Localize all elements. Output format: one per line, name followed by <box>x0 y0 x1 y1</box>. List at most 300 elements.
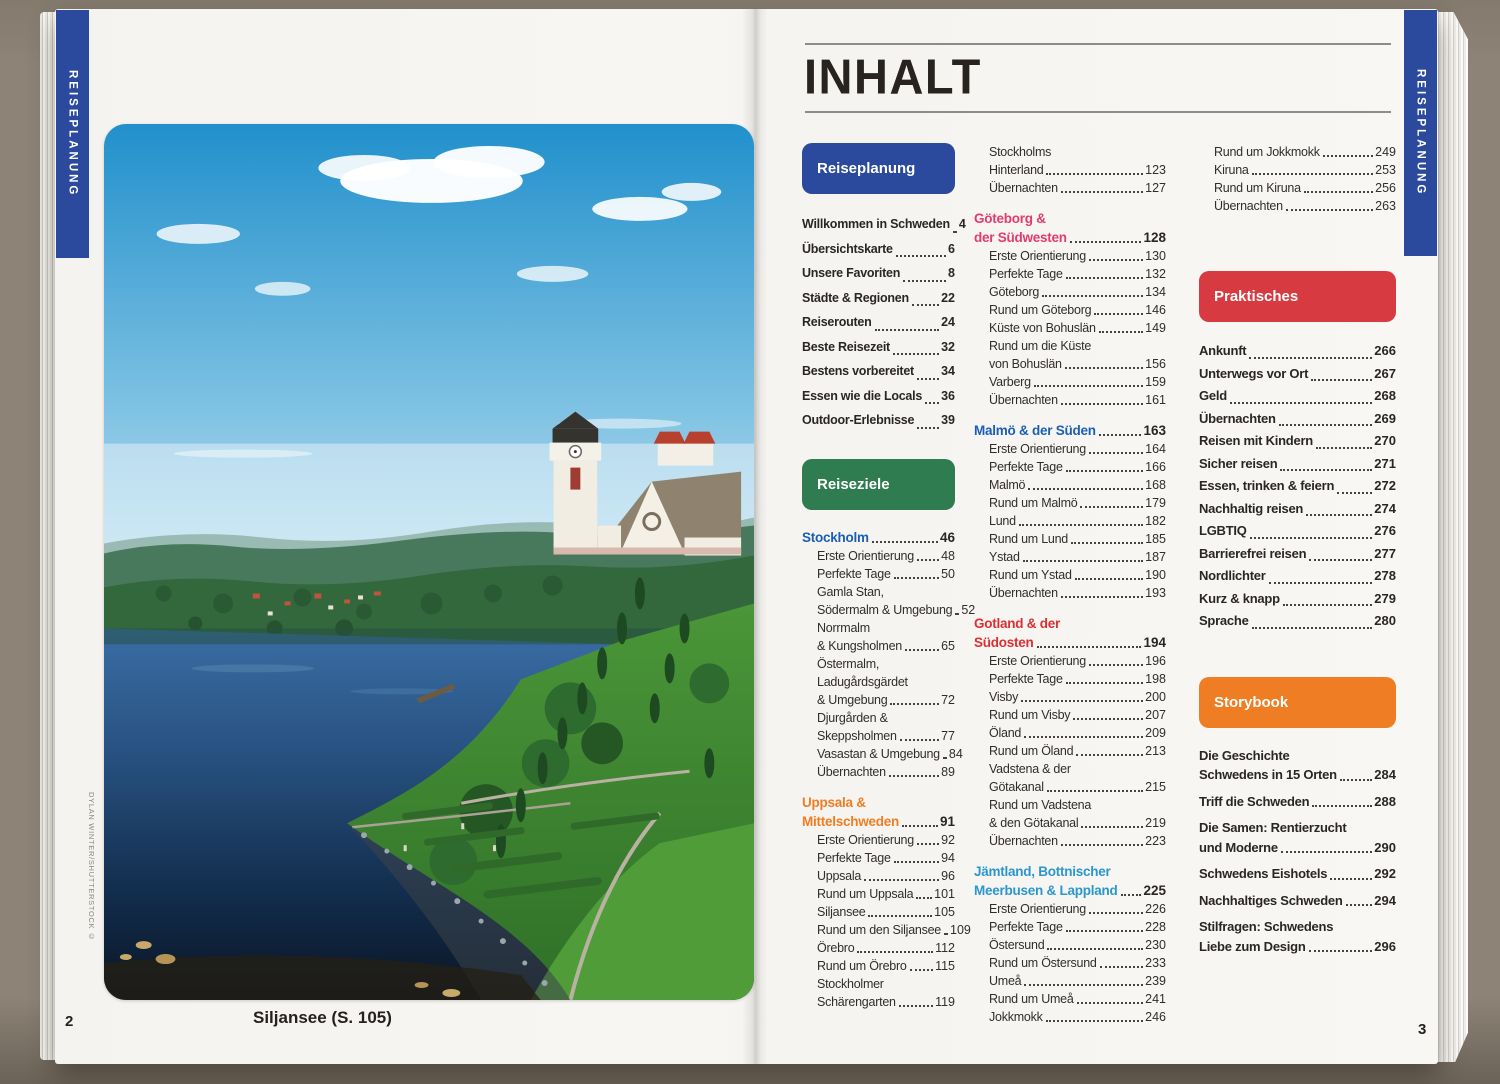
toc-entry-label: Übersichtskarte <box>802 241 893 256</box>
toc-entry <box>802 261 955 286</box>
toc-entry-label: Südosten <box>974 635 1034 650</box>
dotted-leader <box>1306 514 1372 516</box>
toc-page-number: 290 <box>1374 839 1396 855</box>
toc-entry-label: Übernachten <box>1214 199 1283 213</box>
dotted-leader <box>1028 488 1143 490</box>
toc-entry <box>989 760 1166 796</box>
toc-entry-label: Barrierefrei reisen <box>1199 545 1307 561</box>
toc-page-number: 105 <box>934 904 955 919</box>
dotted-leader <box>1094 313 1143 315</box>
toc-page-number: 223 <box>1145 834 1166 848</box>
siljansee-photo <box>104 124 754 1000</box>
toc-entry-label: Sicher reisen <box>1199 455 1278 471</box>
toc-entry <box>989 972 1166 990</box>
toc-section-items <box>974 652 1166 850</box>
toc-page-number: 246 <box>1145 1010 1166 1024</box>
toc-entry <box>1199 453 1396 476</box>
dotted-leader <box>868 915 932 917</box>
toc-page-number: 39 <box>941 413 955 427</box>
toc-entry <box>989 990 1166 1008</box>
toc-page-number: 194 <box>1143 635 1166 650</box>
dotted-leader <box>893 353 939 355</box>
toc-entry-label: Uppsala & <box>802 794 866 810</box>
toc-entry-label: Perfekte Tage <box>989 460 1063 474</box>
dotted-leader <box>1312 805 1372 807</box>
toc-entry <box>989 337 1166 373</box>
toc-entry-label: Skeppsholmen <box>817 728 897 743</box>
dotted-leader <box>1073 718 1143 720</box>
toc-page-number: 200 <box>1145 690 1166 704</box>
toc-entry <box>989 247 1166 265</box>
dotted-leader <box>1099 331 1143 333</box>
toc-page-number: 89 <box>941 764 955 779</box>
toc-page-number: 292 <box>1374 866 1396 881</box>
toc-entry-label: Übernachten <box>989 181 1058 195</box>
toc-entry-label: Übernachten <box>817 764 886 779</box>
toc-page-number: 168 <box>1145 478 1166 492</box>
dotted-leader <box>1323 155 1373 157</box>
toc-entry-label: und Moderne <box>1199 839 1278 855</box>
toc-entry-label: Essen, trinken & feiern <box>1199 478 1335 493</box>
dotted-leader <box>1061 596 1143 598</box>
header-rule-bottom <box>805 111 1391 113</box>
toc-page-number: 149 <box>1145 321 1166 335</box>
toc-entry-label: Erste Orientierung <box>817 548 914 563</box>
dotted-leader <box>899 1005 933 1007</box>
toc-entry-label: Perfekte Tage <box>989 672 1063 686</box>
toc-entry-label: Visby <box>989 690 1019 704</box>
toc-page-number: 166 <box>1145 460 1166 474</box>
toc-entry <box>989 918 1166 936</box>
toc-page-number: 52 <box>961 602 976 617</box>
toc-entry <box>1199 818 1396 857</box>
toc-page-number: 128 <box>1143 230 1166 245</box>
toc-entry <box>817 547 955 565</box>
dotted-leader <box>1042 295 1143 297</box>
dotted-leader <box>1046 1020 1144 1022</box>
toc-entry-label: Erste Orientierung <box>817 832 914 847</box>
toc-entry <box>989 530 1166 548</box>
dotted-leader <box>1046 173 1143 175</box>
toc-entry <box>1199 565 1396 588</box>
toc-entry-label: Varberg <box>989 375 1031 389</box>
dotted-leader <box>1066 277 1143 279</box>
dotted-leader <box>1047 790 1143 792</box>
toc-section-items <box>974 247 1166 409</box>
toc-entry-label: Vasastan & Umgebung <box>817 746 940 761</box>
toc-entry-label: Jämtland, Bottnischer <box>974 864 1111 879</box>
toc-page-number: 268 <box>1374 388 1396 403</box>
toc-entry-label: Rund um Visby <box>989 708 1071 722</box>
toc-entry-label: Rund um Östersund <box>989 956 1097 970</box>
toc-entry-label: Stilfragen: Schwedens <box>1199 919 1334 934</box>
toc-entry <box>989 391 1166 409</box>
dotted-leader <box>912 304 939 306</box>
toc-page-number: 179 <box>1145 496 1166 510</box>
toc-entry-label: Rund um Malmö <box>989 496 1078 510</box>
toc-entry-label: Erste Orientierung <box>989 902 1086 916</box>
toc-entry-label: Unsere Favoriten <box>802 266 901 280</box>
dotted-leader <box>1230 402 1372 404</box>
dotted-leader <box>1089 664 1143 666</box>
toc-entry-label: Malmö & der Süden <box>974 423 1096 438</box>
toc-entry <box>1199 543 1396 566</box>
toc-list <box>802 212 966 433</box>
toc-entry <box>989 796 1166 832</box>
toc-entry-label: Rund um den Siljansee <box>817 922 941 937</box>
toc-entry <box>989 283 1166 301</box>
header-rule-top <box>805 43 1391 45</box>
toc-column-3 <box>1199 143 1396 963</box>
dotted-leader <box>943 757 947 759</box>
toc-entry-label: Nachhaltiges Schweden <box>1199 892 1343 908</box>
toc-page-number: 92 <box>941 832 955 847</box>
toc-entry-label: Bestens vorbereitet <box>802 364 914 378</box>
toc-entry <box>817 709 955 745</box>
dotted-leader <box>905 649 939 651</box>
toc-entry <box>1199 746 1396 785</box>
toc-entry-label: der Südwesten <box>974 230 1067 245</box>
dotted-leader <box>955 613 959 615</box>
toc-entry-label: Mittelschweden <box>802 813 900 829</box>
toc-section-heading <box>974 421 1166 440</box>
toc-entry-label: Stockholms <box>989 145 1052 159</box>
page-number-left: 2 <box>65 1013 74 1030</box>
toc-entry <box>989 724 1166 742</box>
toc-entry-label: Hinterland <box>989 163 1044 177</box>
toc-page-number: 24 <box>941 315 955 329</box>
toc-page-number: 239 <box>1145 974 1166 988</box>
toc-section <box>802 793 971 1011</box>
toc-entry <box>817 655 955 709</box>
toc-column-1 <box>802 143 976 1011</box>
toc-entry-label: Städte & Regionen <box>802 290 909 305</box>
toc-entry-label: Kurz & knapp <box>1199 590 1280 606</box>
toc-page-number: 226 <box>1145 902 1166 916</box>
toc-entry-label: Östersund <box>989 938 1045 952</box>
toc-page-number: 84 <box>948 746 963 761</box>
dotted-leader <box>864 879 939 881</box>
toc-page-number: 96 <box>941 868 955 883</box>
toc-page-number: 132 <box>1145 267 1166 281</box>
toc-page-number: 296 <box>1374 938 1396 954</box>
toc-entry <box>1199 792 1396 812</box>
dotted-leader <box>1066 470 1143 472</box>
dotted-leader <box>917 559 939 561</box>
toc-page-number: 266 <box>1374 343 1396 358</box>
dotted-leader <box>1249 357 1372 359</box>
toc-entry-label: Reisen mit Kindern <box>1199 433 1313 448</box>
toc-section <box>974 209 1166 409</box>
toc-entry <box>817 921 971 939</box>
toc-entry-label: Öland <box>989 726 1022 740</box>
toc-entry <box>802 408 955 433</box>
toc-page-number: 91 <box>939 813 955 829</box>
toc-entry <box>1199 917 1396 956</box>
toc-page-number: 6 <box>948 241 955 256</box>
dotted-leader <box>1121 894 1142 896</box>
toc-entry <box>989 670 1166 688</box>
toc-entry <box>1199 864 1396 884</box>
toc-section-heading <box>802 793 955 831</box>
toc-entry-label: Schärengarten <box>817 994 896 1009</box>
dotted-leader <box>1250 537 1373 539</box>
lake-scene-illustration <box>104 124 754 1000</box>
toc-page-number: 215 <box>1145 780 1166 794</box>
toc-page-number: 269 <box>1374 410 1396 426</box>
toc-entry-label: Ystad <box>989 550 1020 564</box>
toc-entry-label: Lund <box>989 514 1016 528</box>
toc-page-number: 263 <box>1375 199 1396 213</box>
toc-entry-label: Rund um Örebro <box>817 958 907 973</box>
toc-page-number: 280 <box>1374 613 1396 628</box>
toc-entry-label: Rund um Umeå <box>989 992 1074 1006</box>
toc-entry-label: Übernachten <box>989 393 1058 407</box>
toc-page-number: 213 <box>1145 744 1166 758</box>
dotted-leader <box>917 378 939 380</box>
dotted-leader <box>925 402 939 404</box>
toc-entry <box>817 565 955 583</box>
toc-entry <box>802 310 955 335</box>
toc-section-heading <box>974 862 1166 900</box>
toc-page-number: 288 <box>1374 793 1396 809</box>
dotted-leader <box>1340 779 1373 781</box>
toc-entry <box>989 301 1166 319</box>
toc-entry-label: Kiruna <box>1214 163 1249 177</box>
toc-entry <box>1199 891 1396 911</box>
toc-page-number: 130 <box>1145 249 1166 263</box>
toc-section <box>974 143 1166 197</box>
dotted-leader <box>1037 646 1142 648</box>
dotted-leader <box>1076 754 1143 756</box>
toc-page-number: 164 <box>1145 442 1166 456</box>
toc-page-number: 123 <box>1145 163 1166 177</box>
toc-entry <box>802 359 955 384</box>
toc-page-number: 48 <box>941 548 955 563</box>
dotted-leader <box>1066 930 1143 932</box>
toc-entry-label: Rund um Lund <box>989 532 1069 546</box>
toc-page-number: 190 <box>1145 568 1166 582</box>
toc-badge-storybook: Storybook <box>1199 677 1396 728</box>
toc-section-items <box>802 547 976 781</box>
dotted-leader <box>1023 560 1143 562</box>
dotted-leader <box>1280 469 1372 471</box>
toc-page-number: 271 <box>1374 455 1396 471</box>
toc-entry <box>1199 475 1396 498</box>
toc-page-number: 277 <box>1374 545 1396 561</box>
dotted-leader <box>1065 367 1143 369</box>
dotted-leader <box>857 951 933 953</box>
dotted-leader <box>1081 826 1143 828</box>
toc-entry <box>817 939 955 957</box>
toc-entry-label: Perfekte Tage <box>989 267 1063 281</box>
toc-entry <box>817 583 976 619</box>
dotted-leader <box>1047 948 1143 950</box>
toc-page-number: 207 <box>1145 708 1166 722</box>
toc-entry-label: Göteborg & <box>974 211 1046 226</box>
dotted-leader <box>875 329 940 331</box>
toc-page-number: 185 <box>1145 532 1166 546</box>
toc-page-number: 65 <box>941 638 955 653</box>
toc-entry <box>817 831 955 849</box>
toc-entry-label: Beste Reisezeit <box>802 339 890 354</box>
toc-page-number: 115 <box>935 958 955 973</box>
toc-section-items <box>974 143 1166 197</box>
toc-entry <box>802 286 955 311</box>
dotted-leader <box>1019 524 1143 526</box>
dotted-leader <box>903 280 946 282</box>
dotted-leader <box>1066 682 1143 684</box>
toc-entry-label: Triff die Schweden <box>1199 793 1310 809</box>
toc-entry <box>989 179 1166 197</box>
toc-entry-label: Södermalm & Umgebung <box>817 602 953 617</box>
dotted-leader <box>1304 191 1373 193</box>
toc-entry-label: Rund um Göteborg <box>989 303 1092 317</box>
toc-entry <box>802 212 966 237</box>
dotted-leader <box>1080 506 1143 508</box>
dotted-leader <box>1311 379 1372 381</box>
toc-entry-label: Übernachten <box>989 834 1058 848</box>
toc-section <box>974 614 1166 850</box>
toc-list <box>1199 340 1396 633</box>
dotted-leader <box>1024 984 1143 986</box>
toc-entry-label: Schwedens in 15 Orten <box>1199 767 1337 782</box>
toc-entry-label: Umeå <box>989 974 1022 988</box>
dotted-leader <box>917 427 939 429</box>
toc-badge-praktisches: Praktisches <box>1199 271 1396 322</box>
toc-entry <box>1214 179 1396 197</box>
toc-entry <box>1199 498 1396 521</box>
dotted-leader <box>1316 447 1372 449</box>
page-number-right: 3 <box>1418 1021 1427 1038</box>
dotted-leader <box>1281 851 1372 853</box>
toc-page-number: 241 <box>1145 992 1166 1006</box>
toc-entry-label: Rund um die Küste <box>989 339 1092 353</box>
dotted-leader <box>1100 966 1144 968</box>
toc-badge-reiseplanung: Reiseplanung <box>802 143 955 194</box>
toc-entry <box>989 936 1166 954</box>
toc-entry <box>989 548 1166 566</box>
dotted-leader <box>944 933 948 935</box>
dotted-leader <box>1021 700 1143 702</box>
toc-entry <box>802 237 955 262</box>
toc-entry <box>802 384 955 409</box>
toc-page-number: 267 <box>1374 365 1396 381</box>
toc-page-number: 134 <box>1145 285 1166 299</box>
toc-entry-label: Gotland & der <box>974 616 1061 631</box>
toc-entry <box>989 706 1166 724</box>
toc-page-number: 34 <box>941 364 955 378</box>
toc-entry-label: Essen wie die Locals <box>802 388 923 403</box>
toc-entry-label: Nordlichter <box>1199 568 1266 583</box>
toc-entry-label: Geld <box>1199 388 1227 403</box>
toc-section-heading <box>974 209 1166 247</box>
toc-page-number: 8 <box>948 266 955 280</box>
dotted-leader <box>1089 259 1143 261</box>
toc-entry <box>1199 385 1396 408</box>
toc-entry-label: Erste Orientierung <box>989 442 1086 456</box>
toc-page-number: 101 <box>934 886 955 901</box>
dotted-leader <box>1279 424 1373 426</box>
toc-page-number: 32 <box>941 339 955 354</box>
dotted-leader <box>890 703 939 705</box>
toc-entry <box>1199 430 1396 453</box>
toc-page-number: 230 <box>1145 938 1166 952</box>
toc-entry-label: Stockholm <box>802 529 869 545</box>
toc-page-number: 270 <box>1374 433 1396 448</box>
toc-page-number: 233 <box>1145 956 1166 970</box>
dotted-leader <box>1077 1002 1144 1004</box>
toc-entry-label: Uppsala <box>817 868 862 883</box>
toc-page-number: 198 <box>1145 672 1166 686</box>
chapter-tab-right <box>1404 10 1437 256</box>
toc-page-number: 279 <box>1374 590 1396 606</box>
toc-entry-label: Örebro <box>817 940 855 955</box>
toc-page-number: 187 <box>1145 550 1166 564</box>
toc-entry <box>817 975 955 1011</box>
toc-entry-label: Erste Orientierung <box>989 249 1086 263</box>
toc-page-number: 253 <box>1375 163 1396 177</box>
dotted-leader <box>1071 542 1143 544</box>
toc-section-items <box>974 440 1166 602</box>
dotted-leader <box>1309 950 1373 952</box>
toc-entry <box>989 832 1166 850</box>
toc-page-number: 109 <box>950 922 971 937</box>
dotted-leader <box>1034 385 1143 387</box>
toc-page-number: 193 <box>1145 586 1166 600</box>
toc-entry-label: von Bohuslän <box>989 357 1062 371</box>
toc-entry <box>989 373 1166 391</box>
dotted-leader <box>1089 912 1143 914</box>
toc-entry-label: Perfekte Tage <box>817 850 891 865</box>
toc-entry-label: Perfekte Tage <box>817 566 891 581</box>
toc-page-number: 219 <box>1145 816 1166 830</box>
toc-page-number: 22 <box>941 290 955 305</box>
toc-entry-label: Rund um Kiruna <box>1214 181 1301 195</box>
toc-entry-label: Ankunft <box>1199 343 1247 358</box>
chapter-tab-label: REISEPLANUNG <box>1414 69 1427 197</box>
dotted-leader <box>1070 241 1142 243</box>
toc-column-2 <box>974 143 1166 1026</box>
dotted-leader <box>1346 904 1373 906</box>
dotted-leader <box>1024 736 1143 738</box>
toc-page-number: 294 <box>1374 892 1396 908</box>
photo-credit: DYLAN WINTER/SHUTTERSTOCK © <box>87 792 96 942</box>
toc-page-number: 156 <box>1145 357 1166 371</box>
toc-page-number: 209 <box>1145 726 1166 740</box>
dotted-leader <box>1061 403 1143 405</box>
toc-entry-label: Sprache <box>1199 613 1249 628</box>
toc-entry <box>817 957 955 975</box>
toc-entry <box>1199 610 1396 633</box>
dotted-leader <box>1337 492 1372 494</box>
toc-entry-label: Malmö <box>989 478 1026 492</box>
toc-entry <box>989 319 1166 337</box>
toc-entry-label: Erste Orientierung <box>989 654 1086 668</box>
toc-entry-label: Rund um Vadstena <box>989 798 1092 812</box>
dotted-leader <box>1061 844 1143 846</box>
toc-entry-label: Göteborg <box>989 285 1040 299</box>
toc-entry <box>1214 197 1396 215</box>
toc-page-number: 119 <box>935 994 955 1009</box>
dotted-leader <box>1286 209 1373 211</box>
toc-entry-label: & Umgebung <box>817 692 888 707</box>
toc-section-heading <box>974 614 1166 652</box>
toc-entry <box>989 494 1166 512</box>
toc-entry <box>989 742 1166 760</box>
toc-section-items <box>802 831 971 1011</box>
toc-entry <box>989 143 1166 179</box>
